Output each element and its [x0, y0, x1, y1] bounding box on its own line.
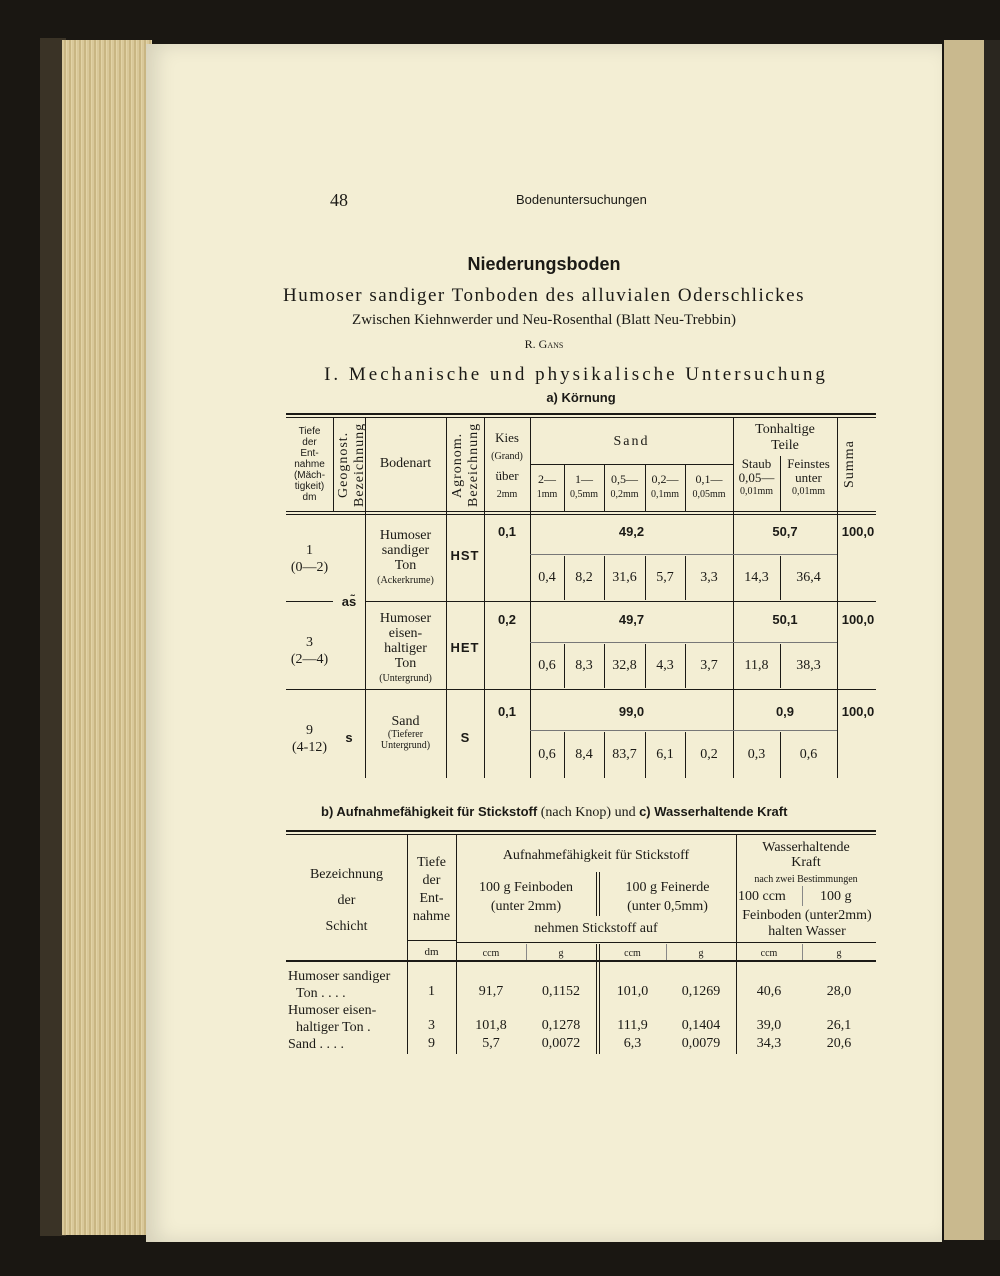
row1-sand-1: 0,4 [538, 570, 556, 585]
b-row3-v5: 34,3 [756, 1036, 782, 1051]
row1-sand-3: 31,6 [612, 570, 637, 585]
unit-2: g [558, 948, 564, 959]
header-sand-col-1: 2— 1mm [536, 472, 558, 500]
row3-sand-2: 8,4 [575, 747, 593, 762]
b-row2-v1: 101,8 [475, 1018, 507, 1033]
geognost-shared: as̃ [341, 594, 357, 609]
row2-staub: 11,8 [744, 658, 769, 673]
row2-kies: 0,2 [497, 612, 517, 627]
row3-sand-5: 0,2 [700, 747, 718, 762]
unit-6: g [836, 948, 842, 959]
header-aufnahme: Aufnahmefähigkeit für Stickstoff [502, 848, 690, 863]
b-row3-v2: 0,0072 [541, 1036, 581, 1051]
row1-kies: 0,1 [497, 524, 517, 539]
page-number: 48 [330, 190, 348, 210]
row1-staub: 14,3 [744, 570, 769, 585]
unit-1: ccm [482, 948, 500, 959]
header-feinerde: 100 g Feinerde (unter 0,5mm) [625, 880, 710, 914]
row2-agronom: HET [450, 640, 480, 655]
b-row1-v6: 28,0 [826, 984, 852, 999]
row3-bodenart: Sand (Tieferer Untergrund) [380, 714, 431, 751]
row3-staub: 0,3 [747, 747, 766, 762]
header-sand-col-2: 1— 0,5mm [569, 472, 599, 500]
header-sand: Sand [613, 434, 650, 449]
row2-sand-5: 3,7 [700, 658, 718, 673]
row3-sand-total: 99,0 [618, 704, 645, 719]
b-row2-v4: 0,1404 [681, 1018, 721, 1033]
header-bezeichnung: Bezeichnung der Schicht [309, 867, 384, 934]
row3-sand-3: 83,7 [612, 747, 637, 762]
b-row2-v3: 111,9 [617, 1018, 648, 1033]
b-row1-bez: Humoser sandiger Ton . . . . [288, 969, 391, 1001]
row2-tiefe: 3 (2—4) [290, 635, 329, 667]
row3-sand-4: 6,1 [656, 747, 674, 762]
row2-sand-4: 4,3 [656, 658, 674, 673]
header-tiefe-b: Tiefe der Ent- nahme [412, 855, 451, 924]
row3-geognost: s [345, 730, 353, 745]
row2-ton-total: 50,1 [772, 612, 798, 627]
row3-sand-1: 0,6 [538, 747, 556, 762]
section-heading-a: a) Körnung [546, 390, 616, 405]
row3-agronom: S [460, 730, 470, 745]
header-wasser-fein: Feinboden (unter2mm) halten Wasser [742, 908, 872, 939]
row1-ton-total: 50,7 [772, 524, 798, 539]
unit-5: ccm [760, 948, 778, 959]
header-feinstes: Feinstes unter 0,01mm [787, 456, 830, 497]
header-wasser-units-1: 100 ccm [738, 889, 786, 904]
b-row2-v6: 26,1 [826, 1018, 852, 1033]
header-tonhaltige: Tonhaltige Teile [755, 422, 815, 453]
section-heading-bc: b) Aufnahmefähigkeit für Stickstoff (nach Knop) und c) Wasserhaltende Kraft [321, 804, 788, 820]
b-row1-v5: 40,6 [756, 984, 782, 999]
b-row1-v4: 0,1269 [681, 984, 721, 999]
b-row2-v5: 39,0 [756, 1018, 782, 1033]
header-wasser-sub: nach zwei Bestimmungen [754, 874, 858, 885]
header-sand-col-5: 0,1— 0,05mm [692, 472, 726, 500]
b-row2-tiefe: 3 [428, 1018, 435, 1033]
header-sand-col-4: 0,2— 0,1mm [650, 472, 680, 500]
row1-agronom: HST [450, 548, 480, 563]
page-title: Niederungsboden [467, 254, 621, 274]
running-head: Bodenuntersuchungen [516, 192, 647, 207]
author-line: R. Gans [524, 337, 564, 351]
header-nehmen: nehmen Stickstoff auf [534, 921, 658, 936]
header-summa: Summa [842, 440, 857, 488]
b-row3-tiefe: 9 [428, 1036, 435, 1051]
facing-page-edge [944, 40, 984, 1240]
header-agronom: Agronom. Bezeichnung [450, 422, 481, 508]
row3-summa: 100,0 [841, 704, 875, 719]
unit-3: ccm [624, 948, 641, 959]
row1-bodenart: Humoser sandiger Ton (Ackerkrume) [377, 528, 434, 586]
b-row1-v3: 101,0 [616, 984, 649, 999]
b-row3-v1: 5,7 [482, 1036, 500, 1051]
row1-sand-5: 3,3 [700, 570, 718, 585]
b-row3-v3: 6,3 [623, 1036, 642, 1051]
b-row2-bez: Humoser eisen- haltiger Ton . [288, 1003, 377, 1035]
header-wasser: Wasserhaltende Kraft [762, 840, 850, 870]
page-edges [62, 40, 152, 1235]
row2-feinstes: 38,3 [796, 658, 821, 673]
header-wasser-units-2: 100 g [820, 889, 852, 904]
book-page [146, 44, 942, 1242]
row1-tiefe: 1 (0—2) [290, 543, 329, 575]
header-tiefe-unit: dm [424, 946, 439, 958]
row2-sand-1: 0,6 [538, 658, 556, 673]
b-row3-v6: 20,6 [826, 1036, 852, 1051]
b-row1-v1: 91,7 [478, 984, 504, 999]
subtitle: Humoser sandiger Tonboden des alluvialen Oderschlickes [282, 285, 805, 306]
header-staub: Staub 0,05— 0,01mm [738, 456, 775, 497]
row3-kies: 0,1 [497, 704, 517, 719]
row2-sand-2: 8,3 [575, 658, 593, 673]
book-cover-edge [984, 40, 1000, 1240]
row1-sand-2: 8,2 [575, 570, 593, 585]
header-geognost: Geognost. Bezeichnung [336, 422, 367, 508]
row3-tiefe: 9 (4-12) [292, 723, 327, 755]
header-sand-col-3: 0,5— 0,2mm [610, 472, 639, 500]
row1-sand-4: 5,7 [656, 570, 674, 585]
header-kies: Kies (Grand) über 2mm [491, 430, 523, 500]
b-row1-v2: 0,1152 [542, 984, 580, 999]
b-row1-tiefe: 1 [428, 984, 435, 999]
b-row3-bez: Sand . . . . [288, 1037, 344, 1052]
row1-sand-total: 49,2 [618, 524, 645, 539]
b-row2-v2: 0,1278 [541, 1018, 581, 1033]
header-feinboden: 100 g Feinboden (unter 2mm) [478, 880, 574, 914]
location-line: Zwischen Kiehnwerder und Neu-Rosenthal (Blatt Neu-Trebbin) [352, 312, 736, 328]
row3-ton-total: 0,9 [775, 704, 795, 719]
section-heading-I: I. Mechanische und physikalische Untersuchung [324, 364, 828, 385]
row2-sand-total: 49,7 [618, 612, 645, 627]
row3-feinstes: 0,6 [799, 747, 818, 762]
row1-feinstes: 36,4 [796, 570, 821, 585]
row2-sand-3: 32,8 [612, 658, 637, 673]
header-bodenart: Bodenart [379, 456, 432, 471]
row1-summa: 100,0 [841, 524, 875, 539]
header-tiefe: Tiefe der Ent- nahme (Mäch- tigkeit) dm [293, 426, 326, 503]
row2-summa: 100,0 [841, 612, 875, 627]
unit-4: g [698, 948, 704, 959]
b-row3-v4: 0,0079 [681, 1036, 721, 1051]
row2-bodenart: Humoser eisen- haltiger Ton (Untergrund) [379, 611, 432, 684]
